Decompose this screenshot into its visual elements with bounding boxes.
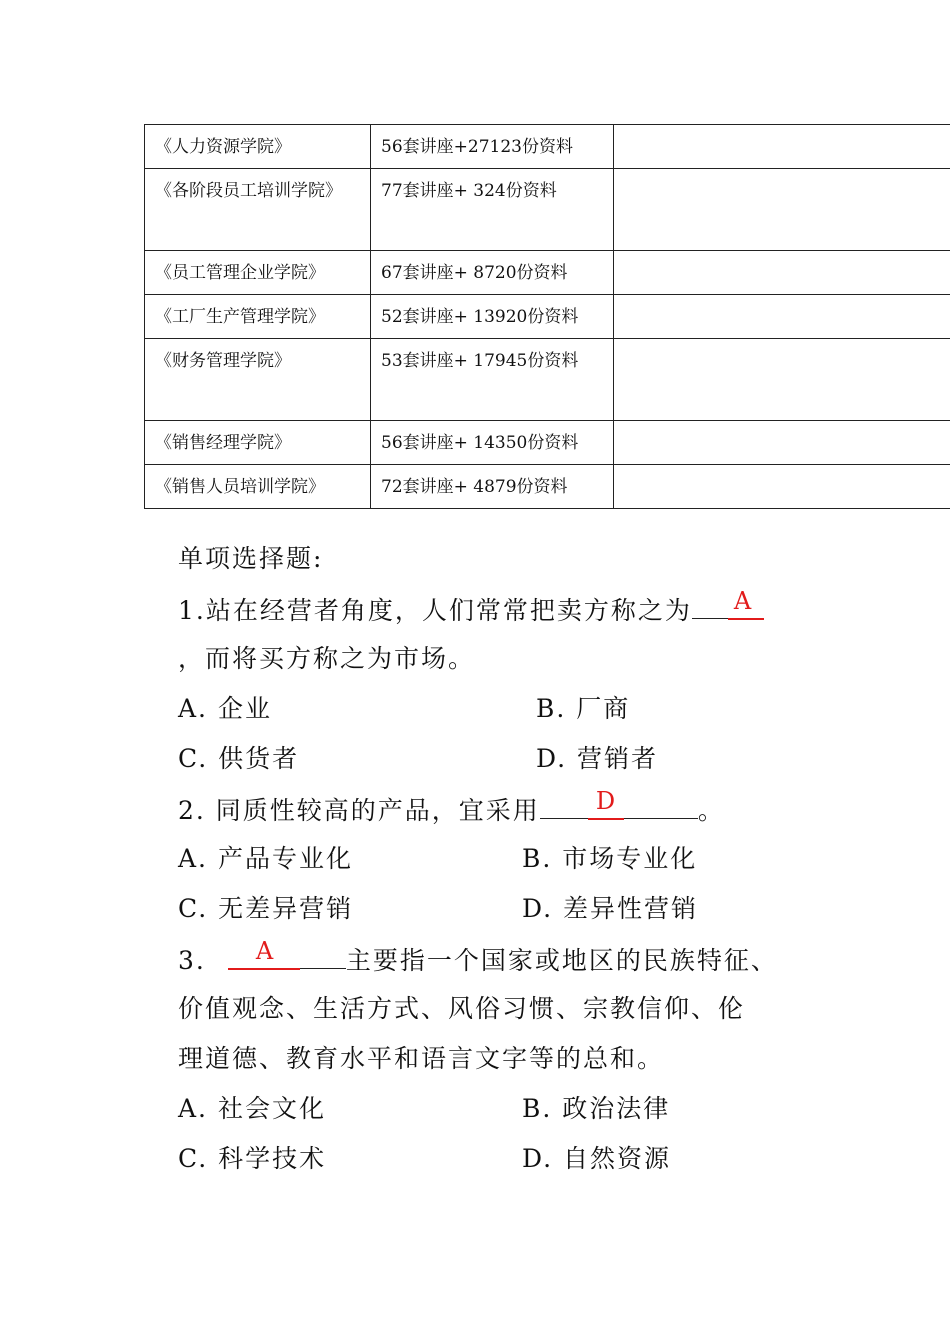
question-1-line-1	[178, 584, 818, 634]
question-3-option-a[interactable]: A. 社会文化	[178, 1094, 326, 1123]
table-row	[145, 295, 950, 339]
question-2-option-c[interactable]: C. 无差异营销	[178, 894, 354, 923]
course-content-cell: 77套讲座+ 324份资料	[371, 169, 614, 251]
course-content-cell: 53套讲座+ 17945份资料	[371, 339, 614, 421]
table-row	[145, 421, 950, 465]
question-3-option-d[interactable]: D. 自然资源	[522, 1144, 672, 1173]
question-2-text: 2. 同质性较高的产品，宜采用	[178, 796, 540, 825]
question-1-text: 1.站在经营者角度，人们常常把卖方称之为	[178, 596, 692, 625]
question-1-options-row-1	[178, 684, 818, 734]
course-content-cell: 67套讲座+ 8720份资料	[371, 251, 614, 295]
table-row	[145, 251, 950, 295]
empty-cell	[614, 421, 950, 465]
empty-cell	[614, 125, 950, 169]
empty-cell	[614, 339, 950, 421]
empty-cell	[614, 465, 950, 509]
question-1-option-b[interactable]: B. 厂商	[536, 694, 631, 723]
question-2-option-b[interactable]: B. 市场专业化	[522, 844, 698, 873]
catalog-table	[144, 124, 950, 509]
course-content-cell: 52套讲座+ 13920份资料	[371, 295, 614, 339]
quiz-section	[178, 534, 818, 1184]
empty-cell	[614, 169, 950, 251]
question-2-answer: D	[595, 787, 618, 815]
course-content-cell: 72套讲座+ 4879份资料	[371, 465, 614, 509]
course-name-cell: 《各阶段员工培训学院》	[145, 169, 371, 251]
course-name-cell: 《销售经理学院》	[145, 421, 371, 465]
question-1-option-a[interactable]: A. 企业	[178, 694, 272, 723]
question-2-line-1	[178, 784, 818, 834]
question-3-options-row-1	[178, 1084, 818, 1134]
question-1-line-2	[178, 634, 818, 684]
course-content-cell: 56套讲座+27123份资料	[371, 125, 614, 169]
question-3-line-3: 理道德、教育水平和语言文字等的总和。	[178, 1044, 665, 1073]
question-3-option-c[interactable]: C. 科学技术	[178, 1144, 327, 1173]
question-2-options-row-2	[178, 884, 818, 934]
course-name-cell: 《销售人员培训学院》	[145, 465, 371, 509]
question-3-line-2: 价值观念、生活方式、风俗习惯、宗教信仰、伦	[178, 994, 746, 1023]
question-2-suffix: 。	[697, 796, 725, 825]
course-name-cell: 《人力资源学院》	[145, 125, 371, 169]
question-1-option-c[interactable]: C. 供货者	[178, 744, 300, 773]
question-3-option-b[interactable]: B. 政治法律	[522, 1094, 671, 1123]
empty-cell	[614, 251, 950, 295]
course-content-cell: 56套讲座+ 14350份资料	[371, 421, 614, 465]
table-row	[145, 465, 950, 509]
question-3-answer: A	[255, 937, 276, 965]
course-name-cell: 《员工管理企业学院》	[145, 251, 371, 295]
table-row	[145, 125, 950, 169]
question-1-blank	[692, 584, 764, 619]
quiz-heading: 单项选择题:	[178, 544, 324, 573]
course-name-cell: 《财务管理学院》	[145, 339, 371, 421]
question-2-options-row-1	[178, 834, 818, 884]
course-name-cell: 《工厂生产管理学院》	[145, 295, 371, 339]
question-1-answer: A	[733, 587, 754, 615]
question-3-text: 主要指一个国家或地区的民族特征、	[345, 946, 778, 975]
question-3-line-1	[178, 934, 818, 984]
question-3-number: 3.	[178, 946, 216, 975]
question-2-option-d[interactable]: D. 差异性营销	[522, 894, 699, 923]
question-1-option-d[interactable]: D. 营销者	[536, 744, 659, 773]
question-3-options-row-2	[178, 1134, 818, 1184]
question-2-option-a[interactable]: A. 产品专业化	[178, 844, 353, 873]
table-row	[145, 169, 950, 251]
question-2-blank	[540, 784, 698, 819]
question-3-blank	[228, 934, 346, 969]
question-1-options-row-2	[178, 734, 818, 784]
empty-cell	[614, 295, 950, 339]
question-1-suffix: ，而将买方称之为市场。	[178, 644, 476, 673]
table-row	[145, 339, 950, 421]
